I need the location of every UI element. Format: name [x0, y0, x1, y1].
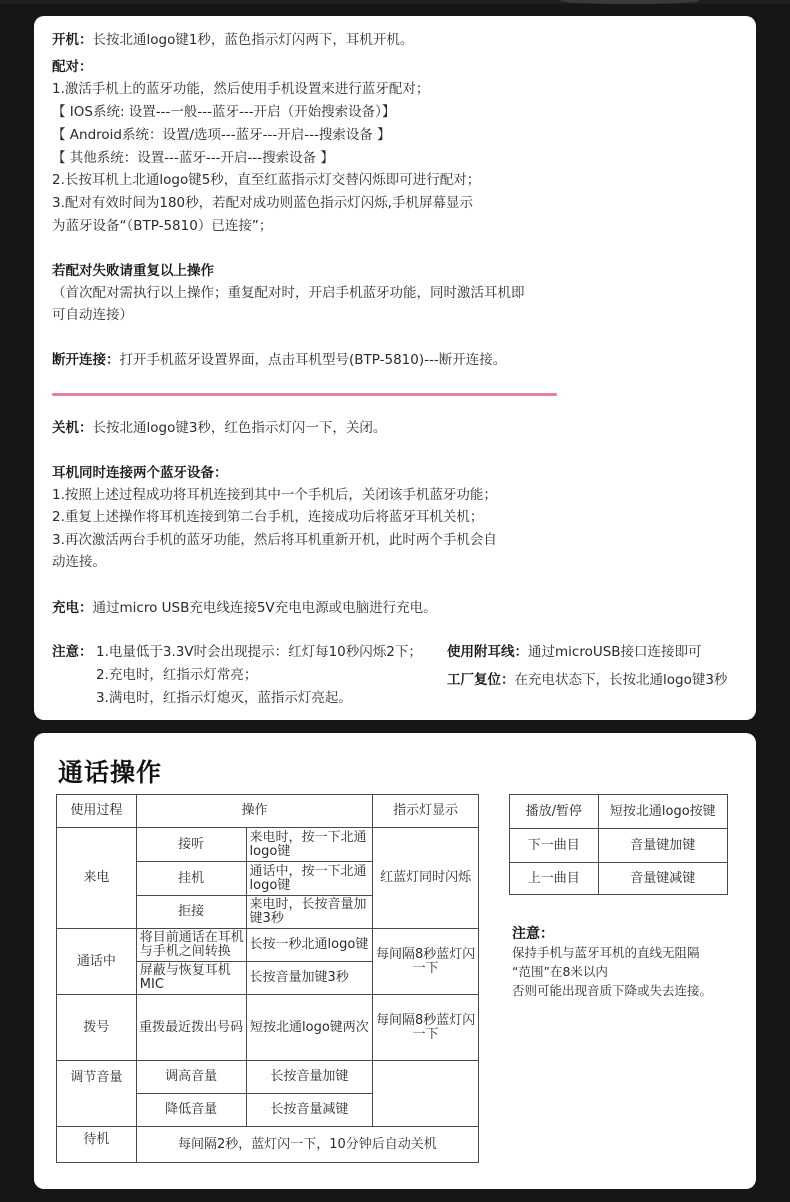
- wired-line: [447, 643, 702, 661]
- power-off-label: 关机：: [52, 420, 93, 436]
- action-cell: 重拨最近拨出号码: [136, 995, 246, 1061]
- wired-label: 使用附耳线：: [447, 644, 528, 660]
- note-title: 注意：: [512, 926, 554, 942]
- notice-label: 注意：: [52, 644, 93, 660]
- group-cell: 调节音量: [57, 1061, 137, 1127]
- op-cell: 播放/暂停: [510, 795, 599, 829]
- pairing-line: 为蓝牙设备“（BTP-5810）已连接”；: [52, 218, 273, 234]
- action-cell: 挂机: [136, 862, 246, 896]
- table-row: [57, 828, 479, 862]
- how-cell: 长按音量加键3秒: [246, 962, 373, 995]
- how-cell: 长按一秒北通logo键: [246, 929, 373, 962]
- notice-line: 1.电量低于3.3V时会出现提示：红灯每10秒闪烁2下；: [96, 644, 422, 660]
- charge-text: 通过micro USB充电线连接5V充电电源或电脑进行充电。: [92, 600, 437, 616]
- power-on-text: 长按北通logo键1秒，蓝色指示灯闪两下，耳机开机。: [92, 32, 414, 48]
- how-cell: 来电时，长按音量加键3秒: [246, 896, 373, 929]
- dual-line: 1.按照上述过程成功将耳机连接到其中一个手机后，关闭该手机蓝牙功能；: [52, 487, 497, 503]
- call-operations-table: [56, 794, 479, 1163]
- notice-line: 3.满电时，红指示灯熄灭，蓝指示灯亮起。: [96, 690, 352, 706]
- notice-line: 2.充电时，红指示灯常亮；: [96, 667, 258, 683]
- charge-label: 充电：: [52, 600, 93, 616]
- how-cell: 音量键加键: [598, 829, 727, 863]
- table-row: [57, 995, 479, 1061]
- note-line: “范围”在8米以内: [512, 964, 608, 979]
- group-cell: 待机: [57, 1127, 137, 1163]
- group-cell: 拨号: [57, 995, 137, 1061]
- action-cell: 将目前通话在耳机与手机之间转换: [136, 929, 246, 962]
- divider: [52, 393, 557, 396]
- op-cell: 上一曲目: [510, 863, 599, 895]
- pairing-line: 1.激活手机上的蓝牙功能，然后使用手机设置来进行蓝牙配对；: [52, 81, 430, 97]
- retry-line: （首次配对需执行以上操作；重复配对时，开启手机蓝牙功能，同时激活耳机即: [52, 285, 525, 301]
- table-header-row: [57, 795, 479, 828]
- pairing-line: 3.配对有效时间为180秒，若配对成功则蓝色指示灯闪烁,手机屏幕显示: [52, 195, 473, 211]
- dual-line: 3.再次激活两台手机的蓝牙功能，然后将耳机重新开机，此时两个手机会自: [52, 532, 497, 548]
- light-cell: 每间隔8秒蓝灯闪一下: [373, 995, 479, 1061]
- pairing-label: 配对：: [52, 59, 93, 75]
- power-off-line: [52, 419, 386, 437]
- power-off-text: 长按北通logo键3秒，红色指示灯闪一下，关闭。: [92, 420, 387, 436]
- table-row: [57, 929, 479, 962]
- how-cell: 短按北通logo按键: [598, 795, 727, 829]
- wired-text: 通过microUSB接口连接即可: [528, 644, 702, 660]
- standby-cell: 每间隔2秒，蓝灯闪一下，10分钟后自动关机: [136, 1127, 478, 1163]
- call-operations-card: [34, 733, 756, 1189]
- light-cell: 红蓝灯同时闪烁: [373, 828, 479, 929]
- section-title: 通话操作: [58, 758, 163, 787]
- disconnect-label: 断开连接：: [52, 352, 120, 368]
- pairing-line: 2.长按耳机上北通logo键5秒，直至红蓝指示灯交替闪烁即可进行配对；: [52, 172, 481, 188]
- charge-line: [52, 599, 437, 617]
- op-cell: 下一曲目: [510, 829, 599, 863]
- power-on-label: 开机：: [52, 32, 93, 48]
- note-line: 保持手机与蓝牙耳机的直线无阻隔: [512, 945, 700, 960]
- action-cell: 拒接: [136, 896, 246, 929]
- reset-label: 工厂复位：: [447, 672, 515, 688]
- disconnect-text: 打开手机蓝牙设置界面，点击耳机型号(BTP-5810)---断开连接。: [119, 352, 507, 368]
- table-row: [57, 1061, 479, 1094]
- table-row: [57, 1127, 479, 1163]
- header-cell: 操作: [136, 795, 372, 828]
- table-row: [510, 863, 728, 895]
- light-cell: 每间隔8秒蓝灯闪一下: [373, 929, 479, 995]
- dual-label: 耳机同时连接两个蓝牙设备：: [52, 465, 228, 481]
- instructions-card: [34, 16, 756, 720]
- dual-line: 动连接。: [52, 554, 106, 570]
- group-cell: 通话中: [57, 929, 137, 995]
- reset-line: [447, 671, 727, 689]
- power-on-line: [52, 31, 413, 49]
- pairing-line: 【 IOS系统: 设置---一般---蓝牙---开启（开始搜索设备）】: [52, 104, 396, 120]
- retry-label: 若配对失败请重复以上操作: [52, 263, 214, 279]
- how-cell: 长按音量减键: [246, 1094, 373, 1127]
- action-cell: 调高音量: [136, 1061, 246, 1094]
- header-cell: 指示灯显示: [373, 795, 479, 828]
- disconnect-line: [52, 351, 506, 369]
- how-cell: 来电时，按一下北通logo键: [246, 828, 373, 862]
- action-cell: 降低音量: [136, 1094, 246, 1127]
- how-cell: 音量键减键: [598, 863, 727, 895]
- dual-line: 2.重复上述操作将耳机连接到第二台手机，连接成功后将蓝牙耳机关机；: [52, 509, 484, 525]
- product-edge: [560, 0, 700, 4]
- table-row: [510, 795, 728, 829]
- action-cell: 屏蔽与恢复耳机MIC: [136, 962, 246, 995]
- note-line: 否则可能出现音质下降或失去连接。: [512, 983, 713, 998]
- how-cell: 长按音量加键: [246, 1061, 373, 1094]
- group-cell: 来电: [57, 828, 137, 929]
- table-row: [510, 829, 728, 863]
- how-cell: 通话中，按一下北通logo键: [246, 862, 373, 896]
- retry-line: 可自动连接）: [52, 307, 133, 323]
- action-cell: 接听: [136, 828, 246, 862]
- pairing-line: 【 其他系统：设置---蓝牙---开启---搜索设备 】: [52, 150, 334, 166]
- header-cell: 使用过程: [57, 795, 137, 828]
- top-strip: [0, 0, 790, 4]
- light-cell-empty: [373, 1061, 479, 1127]
- pairing-line: 【 Android系统：设置/选项---蓝牙---开启---搜索设备 】: [52, 127, 391, 143]
- media-control-table: [509, 794, 728, 895]
- how-cell: 短按北通logo键两次: [246, 995, 373, 1061]
- reset-text: 在充电状态下，长按北通logo键3秒: [514, 672, 728, 688]
